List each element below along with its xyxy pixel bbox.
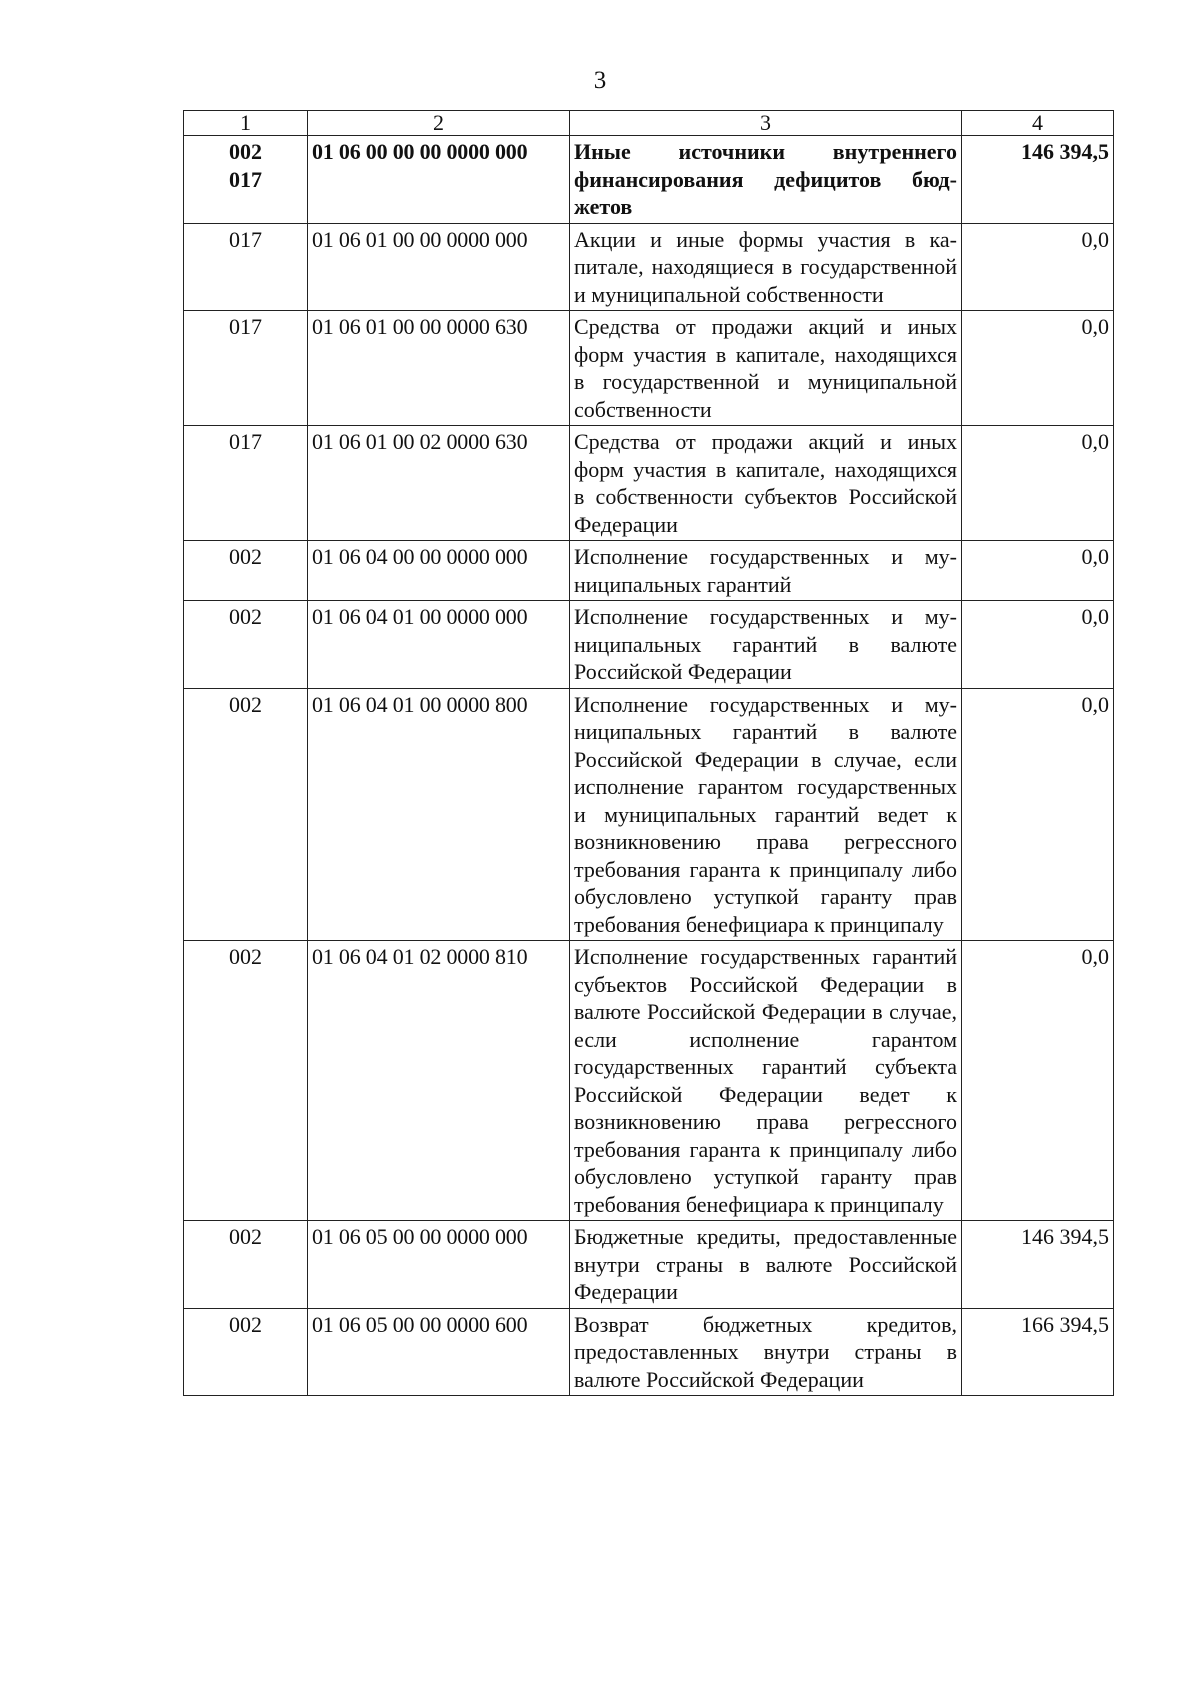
table-row	[184, 601, 1114, 689]
admin-code-cell: 002 017	[184, 136, 308, 224]
budget-classification-code-cell: 01 06 05 00 00 0000 000	[308, 1221, 570, 1309]
source-description-cell: Бюджетные кредиты, предоставленные внутри страны в валюте Российской Федерации	[570, 1221, 962, 1309]
budget-classification-code-cell: 01 06 01 00 02 0000 630	[308, 426, 570, 541]
amount-cell: 166 394,5	[962, 1308, 1114, 1396]
budget-sources-table	[183, 110, 1114, 1396]
admin-code-cell: 002	[184, 1308, 308, 1396]
budget-classification-code-cell: 01 06 05 00 00 0000 600	[308, 1308, 570, 1396]
table-row	[184, 136, 1114, 224]
table-row	[184, 223, 1114, 311]
source-description-cell: Средства от продажи акций и иных форм участия в капитале, находящихся в государственной и муниципальной собственности	[570, 311, 962, 426]
source-description-cell: Исполнение государственных и муниципальных гарантий	[570, 541, 962, 601]
budget-classification-code-cell: 01 06 04 01 02 0000 810	[308, 941, 570, 1221]
column-number-4: 4	[962, 111, 1114, 136]
admin-code-cell: 002	[184, 688, 308, 941]
budget-classification-code-cell: 01 06 04 01 00 0000 800	[308, 688, 570, 941]
amount-cell: 0,0	[962, 541, 1114, 601]
admin-code-cell: 002	[184, 601, 308, 689]
admin-code-cell: 017	[184, 426, 308, 541]
table-row	[184, 311, 1114, 426]
budget-classification-code-cell: 01 06 04 01 00 0000 000	[308, 601, 570, 689]
column-number-1: 1	[184, 111, 308, 136]
source-description-cell: Исполнение государственных и муниципальных гарантий в валюте Российской Федерации в случае, если исполнение гарантом государственных и муниципальных гарантий ведет к возникновению права регрессного требования гаранта к принципалу либо обусловлено уступкой гаранту прав требования бенефициара к принципалу	[570, 688, 962, 941]
amount-cell: 0,0	[962, 601, 1114, 689]
page-number: 3	[593, 67, 607, 94]
amount-cell: 0,0	[962, 688, 1114, 941]
budget-classification-code-cell: 01 06 04 00 00 0000 000	[308, 541, 570, 601]
admin-code-cell: 002	[184, 1221, 308, 1309]
source-description-cell: Иные источники внутреннего финансирования дефицитов бюджетов	[570, 136, 962, 224]
admin-code-cell: 017	[184, 223, 308, 311]
source-description-cell: Акции и иные формы участия в капитале, находящиеся в государственной и муниципальной собственности	[570, 223, 962, 311]
table-row	[184, 426, 1114, 541]
admin-code-cell: 017	[184, 311, 308, 426]
source-description-cell: Средства от продажи акций и иных форм участия в капитале, находящихся в собственности субъектов Российской Федерации	[570, 426, 962, 541]
table-row	[184, 688, 1114, 941]
budget-classification-code-cell: 01 06 01 00 00 0000 000	[308, 223, 570, 311]
admin-code-cell: 002	[184, 541, 308, 601]
source-description-cell: Исполнение государственных и муниципальных гарантий в валюте Российской Федерации	[570, 601, 962, 689]
amount-cell: 0,0	[962, 941, 1114, 1221]
amount-cell: 146 394,5	[962, 136, 1114, 224]
amount-cell: 0,0	[962, 223, 1114, 311]
table-body	[184, 136, 1114, 1396]
amount-cell: 146 394,5	[962, 1221, 1114, 1309]
budget-classification-code-cell: 01 06 00 00 00 0000 000	[308, 136, 570, 224]
column-number-2: 2	[308, 111, 570, 136]
amount-cell: 0,0	[962, 311, 1114, 426]
table-row	[184, 541, 1114, 601]
column-number-3: 3	[570, 111, 962, 136]
table-row	[184, 1308, 1114, 1396]
source-description-cell: Возврат бюджетных кредитов, предоставленных внутри страны в валюте Российской Федерации	[570, 1308, 962, 1396]
budget-classification-code-cell: 01 06 01 00 00 0000 630	[308, 311, 570, 426]
column-number-row	[184, 111, 1114, 136]
amount-cell: 0,0	[962, 426, 1114, 541]
source-description-cell: Исполнение государственных гарантий субъектов Российской Федерации в валюте Российской Федерации в случае, если исполнение гарантом государственных гарантий субъекта Российской Федерации ведет к возникновению права регрессного требования гаранта к принципалу либо обусловлено уступкой гаранту прав требования бенефициара к принципалу	[570, 941, 962, 1221]
table-row	[184, 1221, 1114, 1309]
admin-code-cell: 002	[184, 941, 308, 1221]
table-row	[184, 941, 1114, 1221]
